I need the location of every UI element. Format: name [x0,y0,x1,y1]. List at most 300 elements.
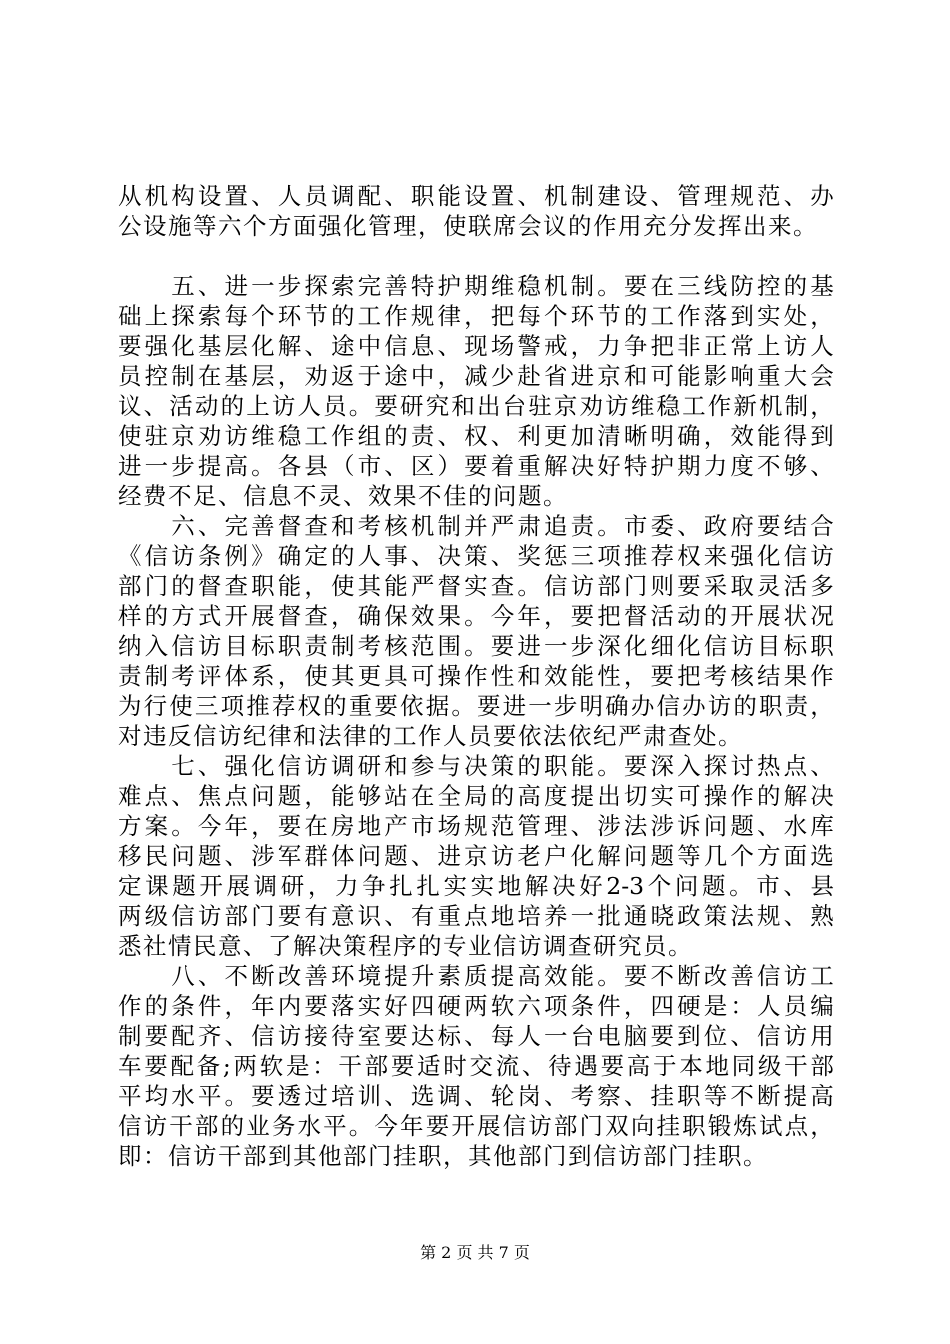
glyph: 惩 [544,542,568,570]
glyph: 解 [783,782,808,810]
glyph: 议 [118,392,142,420]
glyph: 、 [783,182,808,210]
glyph: 政 [703,512,728,540]
glyph: 赴 [517,362,541,390]
glyph: 好 [579,872,603,900]
glyph: 、 [304,332,328,360]
glyph: 严 [490,512,515,540]
glyph: 范 [757,182,781,210]
glyph: 岗 [517,1082,541,1110]
glyph: 索 [197,302,222,330]
glyph [145,751,169,781]
glyph: 》 [251,542,275,570]
glyph: 力 [597,332,621,360]
glyph: 两 [233,1052,258,1080]
glyph: 级 [144,902,169,930]
glyph: 确 [605,692,629,720]
glyph: 深 [650,752,674,780]
glyph: 稳 [277,422,302,450]
glyph: 晰 [623,422,648,450]
glyph: 非 [677,332,701,360]
glyph: 能 [277,572,302,600]
glyph: 探 [304,272,328,300]
glyph: 省 [544,362,568,390]
glyph: 同 [731,1052,756,1080]
glyph: 部 [364,1052,389,1080]
glyph: 年 [400,1112,424,1140]
glyph [145,271,169,301]
glyph: 能 [570,962,595,990]
glyph: 高 [517,962,541,990]
glyph: 责 [410,422,435,450]
glyph: 。 [464,632,488,660]
glyph: 今 [490,602,515,630]
glyph: ， [331,602,355,630]
glyph: 展 [226,872,250,900]
glyph: 构 [171,182,195,210]
glyph: 京 [171,422,195,450]
glyph: 考 [570,1082,595,1110]
glyph: 一 [570,902,595,930]
glyph: 围 [437,632,461,660]
glyph: 制 [118,1022,142,1050]
text-line [118,841,834,871]
glyph: 通 [623,902,648,930]
glyph: 权 [677,542,701,570]
glyph: 作 [384,302,408,330]
glyph: 度 [544,782,568,810]
glyph: 灵 [757,572,781,600]
glyph: 荐 [271,692,296,720]
glyph: 更 [544,422,568,450]
glyph: 意 [331,902,355,930]
glyph: 待 [548,1052,572,1080]
glyph: 职 [810,632,834,660]
glyph: 开 [451,1112,475,1140]
glyph: 到 [810,422,834,450]
glyph: 决 [570,452,595,480]
glyph: 2-3 [606,872,645,900]
glyph: 设 [464,182,488,210]
glyph: 、 [464,1082,488,1110]
glyph: 护 [650,452,674,480]
glyph: 重 [348,692,373,720]
glyph: 权 [297,692,321,720]
glyph: 工 [682,392,706,420]
glyph: 能 [570,662,595,690]
glyph: 问 [674,872,699,900]
glyph: 与 [437,752,461,780]
glyph: 步 [570,632,595,660]
glyph: 信 [783,542,808,570]
glyph: 要 [570,602,595,630]
glyph: 局 [464,782,488,810]
glyph: 好 [597,452,621,480]
glyph: 的 [733,692,757,720]
glyph: 信 [384,332,408,360]
glyph: 化 [251,752,275,780]
glyph: 管 [677,182,701,210]
glyph: 流 [495,1052,520,1080]
glyph: 业 [246,1112,270,1140]
glyph [145,961,169,991]
glyph: 深 [597,632,621,660]
glyph: 人 [517,1022,541,1050]
glyph: 问 [623,842,648,870]
glyph: 定 [118,872,142,900]
glyph: 开 [224,602,248,630]
glyph: 员 [304,182,328,210]
glyph: 力 [703,452,728,480]
glyph: 化 [570,842,595,870]
text-line [118,751,834,781]
glyph: 少 [490,362,515,390]
glyph: 三 [570,542,595,570]
glyph: 访 [570,572,595,600]
glyph: 市 [756,872,780,900]
glyph: 线 [703,272,728,300]
glyph: ， [810,1112,834,1140]
glyph: 重 [757,362,781,390]
glyph: 制 [570,182,595,210]
glyph: 不 [757,452,781,480]
text-line [118,811,834,841]
glyph: 职 [277,632,302,660]
glyph: 善 [384,272,408,300]
glyph: 中 [357,332,382,360]
glyph: 本 [679,1052,703,1080]
glyph: 、 [410,842,435,870]
glyph: 办 [630,692,655,720]
glyph: 备 [196,1052,221,1080]
glyph: 的 [144,602,169,630]
glyph: 常 [730,332,754,360]
glyph: 动 [194,392,219,420]
text-line [118,991,834,1021]
glyph: 查 [304,512,328,540]
glyph: 要 [476,692,501,720]
glyph: 使 [169,692,193,720]
glyph: 问 [703,812,728,840]
glyph: 可 [650,362,674,390]
glyph: 员 [323,392,347,420]
glyph: 硬 [437,992,461,1020]
glyph: 炼 [733,1112,757,1140]
glyph: 。 [451,692,475,720]
glyph: 工 [357,302,382,330]
glyph: 改 [277,962,302,990]
glyph: 要 [490,632,515,660]
glyph [118,751,142,781]
glyph: 中 [410,362,435,390]
text-line [118,1081,834,1111]
glyph: 例 [224,542,248,570]
glyph: 讨 [730,752,754,780]
glyph: ， [623,992,648,1020]
glyph: 要 [757,512,781,540]
glyph: 每 [517,302,541,330]
glyph: 操 [437,662,461,690]
glyph: 性 [490,662,515,690]
glyph: 的 [757,782,781,810]
glyph: 调 [331,752,355,780]
glyph: 够 [783,452,808,480]
glyph: 水 [783,812,808,840]
glyph: 能 [384,572,408,600]
glyph: 。 [597,962,621,990]
glyph: 使 [331,572,355,600]
glyph: 涉 [251,842,275,870]
glyph: 劝 [304,362,328,390]
glyph: 操 [703,782,728,810]
glyph: ， [307,872,332,900]
glyph: 决 [810,782,834,810]
glyph: 考 [703,662,728,690]
glyph: 展 [757,602,781,630]
glyph: 交 [469,1052,493,1080]
glyph: 地 [490,902,515,930]
glyph: 性 [597,662,621,690]
glyph: 探 [171,302,195,330]
glyph: 平 [197,1082,222,1110]
glyph: 基 [197,332,222,360]
glyph: 究 [425,392,450,420]
glyph: 信 [703,632,728,660]
glyph: 几 [703,842,728,870]
glyph: 步 [171,452,195,480]
glyph: 门 [623,572,648,600]
page-footer: 第 2 页 共 7 页 [420,1243,530,1262]
glyph: 善 [304,962,328,990]
glyph: 核 [384,632,408,660]
glyph: 和 [331,512,355,540]
glyph: 要 [623,752,648,780]
glyph: 、 [623,1082,648,1110]
glyph: 作 [677,302,701,330]
glyph: 的 [144,992,169,1020]
glyph: ， [810,392,834,420]
glyph: 善 [730,962,754,990]
glyph: 是 [285,1052,310,1080]
text-line [118,541,834,571]
glyph: 强 [224,752,248,780]
glyph: 件 [197,992,222,1020]
glyph: 把 [677,662,701,690]
glyph: 三 [677,272,701,300]
glyph: 一 [544,1022,568,1050]
glyph: 地 [357,812,382,840]
glyph: 的 [220,1112,245,1140]
glyph: 式 [197,602,222,630]
glyph: 实 [757,302,781,330]
glyph: 上 [144,302,169,330]
glyph: 劝 [579,392,604,420]
glyph: 识 [357,902,382,930]
glyph: 群 [304,842,328,870]
glyph [118,961,142,991]
glyph: 项 [544,992,568,1020]
glyph: 访 [277,1022,302,1050]
glyph: 职 [682,1112,706,1140]
glyph: 题 [172,872,196,900]
glyph: ） [437,452,461,480]
glyph: ， [544,602,568,630]
glyph: 参 [410,752,435,780]
glyph: 维 [251,422,275,450]
glyph: 民 [144,842,169,870]
glyph: 目 [224,632,248,660]
glyph: 轮 [490,1082,515,1110]
glyph: 实 [357,992,382,1020]
glyph: 活 [650,602,674,630]
glyph: 人 [297,392,321,420]
glyph: 机 [544,272,568,300]
glyph: 重 [437,902,461,930]
glyph: 项 [597,542,621,570]
glyph: 防 [730,272,754,300]
glyph: 和 [451,392,475,420]
glyph: 案 [144,812,169,840]
glyph: 不 [650,962,674,990]
glyph: 透 [277,1082,302,1110]
glyph: 各 [277,452,302,480]
glyph: 到 [677,1022,701,1050]
glyph: 到 [730,302,754,330]
glyph: 依 [400,692,424,720]
glyph: 要 [390,1052,415,1080]
glyph: 把 [597,602,621,630]
glyph: 员 [783,992,808,1020]
glyph: 职 [677,1082,701,1110]
glyph: 方 [757,842,781,870]
glyph: 制 [331,632,355,660]
glyph: 维 [490,272,515,300]
glyph: 访 [271,392,296,420]
glyph: 合 [810,512,834,540]
text-line [118,451,834,481]
glyph: 两 [118,902,142,930]
glyph: 管 [517,812,541,840]
glyph: 要 [277,902,302,930]
glyph: 理 [703,182,728,210]
glyph: 研 [357,752,382,780]
glyph: 扎 [389,872,413,900]
glyph: 信 [757,962,781,990]
text-line [118,301,834,331]
glyph: 地 [705,1052,729,1080]
glyph: 政 [677,902,701,930]
glyph: 职 [544,752,568,780]
glyph: 锻 [707,1112,732,1140]
glyph: 、 [810,452,834,480]
glyph: 市 [410,812,435,840]
glyph: 内 [277,992,302,1020]
glyph: 今 [374,1112,398,1140]
glyph: 解 [277,332,302,360]
glyph: 决 [464,752,488,780]
glyph: 于 [653,1052,677,1080]
glyph: 、 [570,812,595,840]
glyph: 人 [357,542,382,570]
glyph: 干 [338,1052,362,1080]
glyph: ， [304,572,328,600]
glyph: 和 [384,752,408,780]
glyph: 市 [357,452,382,480]
glyph: 把 [490,302,515,330]
text-line [118,1111,834,1141]
glyph: 于 [357,362,382,390]
glyph: 年 [224,812,248,840]
text-line [118,331,834,361]
glyph: 基 [224,362,248,390]
glyph: 等 [677,842,701,870]
glyph: 问 [171,842,195,870]
glyph: 实 [650,782,674,810]
glyph: 访 [143,1112,168,1140]
glyph: 置 [224,182,248,210]
glyph: 制 [144,662,169,690]
glyph: 。 [348,392,373,420]
glyph: 访 [224,422,248,450]
glyph: 的 [331,302,355,330]
text-line [118,901,834,931]
glyph: 《 [118,542,142,570]
glyph: 的 [517,752,541,780]
glyph: 。 [597,752,621,780]
glyph: 门 [579,1112,604,1140]
glyph: 职 [410,182,435,210]
glyph: 进 [502,692,527,720]
glyph: 、 [544,1082,568,1110]
glyph: 、 [757,812,781,840]
glyph: 场 [437,812,461,840]
glyph: 信 [251,1022,275,1050]
glyph: 两 [464,992,488,1020]
glyph: 挂 [656,1112,680,1140]
glyph: 大 [783,362,808,390]
glyph: 要 [600,1052,625,1080]
glyph: 规 [757,902,781,930]
glyph: 出 [476,392,501,420]
glyph: 条 [197,542,222,570]
glyph: 、 [490,422,515,450]
glyph: 作 [331,422,355,450]
glyph: 。 [224,1082,248,1110]
glyph: 特 [623,452,648,480]
glyph: 老 [517,842,541,870]
glyph: 明 [650,422,674,450]
glyph: 标 [437,1022,461,1050]
glyph: 断 [677,962,701,990]
glyph: 编 [810,992,834,1020]
glyph: 落 [703,302,728,330]
glyph: 、 [384,182,408,210]
glyph: 、 [224,842,248,870]
glyph: 点 [784,1112,809,1140]
glyph: 察 [597,1082,621,1110]
glyph: 作 [707,392,732,420]
glyph: 、 [730,1022,754,1050]
glyph: 制 [171,362,195,390]
text-line [118,1051,834,1081]
glyph: 影 [703,362,728,390]
glyph: 切 [623,782,648,810]
glyph: 有 [304,902,328,930]
glyph: 职 [251,572,275,600]
glyph: 、 [143,392,168,420]
glyph: 责 [570,512,595,540]
glyph: 调 [331,182,355,210]
